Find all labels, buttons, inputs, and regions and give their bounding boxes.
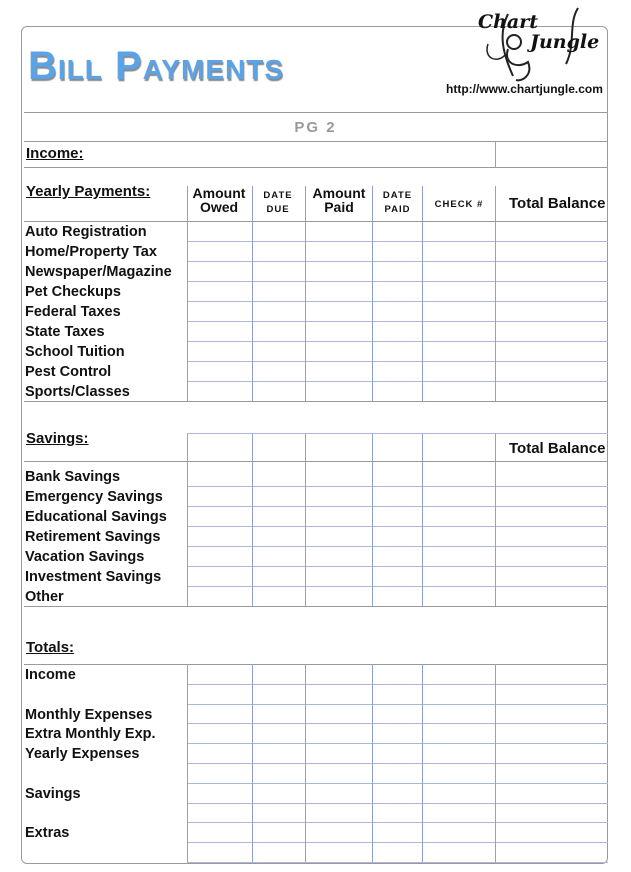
yearly-cell[interactable]	[423, 322, 494, 340]
yearly-cell[interactable]	[423, 382, 494, 400]
yearly-cell[interactable]	[253, 342, 304, 360]
savings-cell[interactable]	[423, 507, 494, 525]
yearly-cell[interactable]	[253, 382, 304, 400]
totals-row-label: Extra Monthly Exp.	[25, 726, 156, 743]
savings-cell[interactable]	[373, 527, 421, 545]
savings-cell[interactable]	[423, 527, 494, 545]
savings-cell[interactable]	[253, 567, 304, 585]
totals-cell[interactable]	[188, 784, 251, 802]
savings-cell[interactable]	[306, 547, 371, 565]
savings-cell[interactable]	[188, 487, 251, 505]
totals-cell[interactable]	[496, 804, 607, 822]
totals-cell[interactable]	[253, 724, 304, 742]
yearly-cell[interactable]	[188, 362, 251, 380]
totals-cell[interactable]	[373, 724, 421, 742]
yearly-row-label: Auto Registration	[25, 224, 147, 240]
savings-cell[interactable]	[373, 487, 421, 505]
grid-line	[495, 434, 496, 606]
savings-cell[interactable]	[423, 487, 494, 505]
savings-cell[interactable]	[188, 507, 251, 525]
grid-line	[187, 433, 608, 434]
yearly-cell[interactable]	[253, 322, 304, 340]
totals-section-label: Totals:	[26, 639, 75, 656]
savings-cell[interactable]	[496, 527, 607, 545]
yearly-cell[interactable]	[253, 362, 304, 380]
yearly-cell[interactable]	[306, 222, 371, 240]
savings-cell[interactable]	[373, 467, 421, 485]
divider	[24, 167, 608, 168]
totals-cell[interactable]	[496, 823, 607, 841]
savings-cell[interactable]	[373, 587, 421, 605]
savings-cell[interactable]	[306, 487, 371, 505]
totals-cell[interactable]	[188, 685, 251, 703]
totals-cell[interactable]	[423, 784, 494, 802]
yearly-row-label: Pet Checkups	[25, 284, 121, 300]
totals-cell[interactable]	[423, 804, 494, 822]
totals-cell[interactable]	[188, 744, 251, 762]
yearly-cell[interactable]	[373, 262, 421, 280]
totals-cell[interactable]	[188, 665, 251, 683]
totals-cell[interactable]	[253, 705, 304, 723]
grid-line	[187, 664, 188, 862]
yearly-cell[interactable]	[373, 382, 421, 400]
yearly-cell[interactable]	[423, 342, 494, 360]
divider	[24, 221, 608, 222]
savings-row-label: Investment Savings	[25, 569, 162, 585]
totals-cell[interactable]	[496, 724, 607, 742]
savings-cell[interactable]	[306, 467, 371, 485]
totals-row-label: Yearly Expenses	[25, 746, 140, 763]
yearly-cell[interactable]	[188, 242, 251, 260]
yearly-cell[interactable]	[423, 262, 494, 280]
grid-line	[372, 434, 373, 606]
grid-line	[252, 664, 253, 862]
yearly-row-label: School Tuition	[25, 344, 125, 360]
totals-cell[interactable]	[253, 784, 304, 802]
totals-cell[interactable]	[496, 764, 607, 782]
savings-cell[interactable]	[496, 487, 607, 505]
savings-cell[interactable]	[373, 547, 421, 565]
grid-line	[422, 186, 423, 401]
savings-cell[interactable]	[306, 507, 371, 525]
yearly-cell[interactable]	[423, 362, 494, 380]
totals-cell[interactable]	[306, 804, 371, 822]
yearly-cell[interactable]	[423, 222, 494, 240]
yearly-row-label: Home/Property Tax	[25, 244, 157, 260]
savings-row-label: Other	[25, 589, 64, 605]
divider	[24, 606, 608, 607]
yearly-cell[interactable]	[253, 302, 304, 320]
totals-cell[interactable]	[253, 685, 304, 703]
yearly-cell[interactable]	[306, 362, 371, 380]
yearly-cell[interactable]	[373, 362, 421, 380]
yearly-cell[interactable]	[496, 362, 607, 380]
totals-cell[interactable]	[188, 804, 251, 822]
savings-cell[interactable]	[188, 547, 251, 565]
totals-cell[interactable]	[253, 843, 304, 861]
savings-cell[interactable]	[423, 467, 494, 485]
savings-cell[interactable]	[306, 567, 371, 585]
yearly-cell[interactable]	[373, 302, 421, 320]
yearly-cell[interactable]	[253, 222, 304, 240]
yearly-cell[interactable]	[373, 342, 421, 360]
totals-cell[interactable]	[306, 744, 371, 762]
savings-row-label: Bank Savings	[25, 469, 121, 485]
totals-cell[interactable]	[253, 823, 304, 841]
totals-cell[interactable]	[373, 804, 421, 822]
totals-cell[interactable]	[306, 764, 371, 782]
grid-line	[305, 434, 306, 606]
grid-line	[422, 434, 423, 606]
totals-cell[interactable]	[373, 665, 421, 683]
savings-cell[interactable]	[306, 527, 371, 545]
col-date-due: DATE DUE	[263, 190, 293, 215]
grid-line	[495, 186, 496, 401]
yearly-cell[interactable]	[496, 222, 607, 240]
yearly-cell[interactable]	[423, 302, 494, 320]
totals-cell[interactable]	[306, 685, 371, 703]
savings-cell[interactable]	[496, 547, 607, 565]
savings-cell[interactable]	[496, 567, 607, 585]
yearly-cell[interactable]	[188, 382, 251, 400]
totals-cell[interactable]	[306, 843, 371, 861]
totals-cell[interactable]	[373, 823, 421, 841]
yearly-section-label: Yearly Payments:	[26, 183, 151, 200]
divider	[24, 401, 608, 402]
savings-cell[interactable]	[253, 507, 304, 525]
page-number: PG 2	[294, 119, 337, 136]
savings-cell[interactable]	[423, 587, 494, 605]
yearly-cell[interactable]	[496, 242, 607, 260]
totals-cell[interactable]	[188, 823, 251, 841]
col-total-balance: Total Balance	[509, 195, 606, 212]
savings-cell[interactable]	[423, 567, 494, 585]
savings-cell[interactable]	[188, 467, 251, 485]
yearly-cell[interactable]	[496, 302, 607, 320]
totals-cell[interactable]	[423, 724, 494, 742]
chartjungle-logo	[468, 4, 608, 84]
totals-row-label: Savings	[25, 785, 81, 802]
grid-line	[495, 664, 496, 862]
totals-cell[interactable]	[373, 685, 421, 703]
savings-cell[interactable]	[496, 467, 607, 485]
yearly-cell[interactable]	[496, 342, 607, 360]
totals-cell[interactable]	[373, 784, 421, 802]
yearly-cell[interactable]	[496, 382, 607, 400]
savings-cell[interactable]	[253, 487, 304, 505]
totals-cell[interactable]	[423, 685, 494, 703]
totals-cell[interactable]	[188, 764, 251, 782]
totals-cell[interactable]	[373, 744, 421, 762]
yearly-cell[interactable]	[496, 282, 607, 300]
yearly-cell[interactable]	[306, 282, 371, 300]
totals-cell[interactable]	[253, 744, 304, 762]
yearly-cell[interactable]	[253, 282, 304, 300]
totals-cell[interactable]	[306, 724, 371, 742]
yearly-cell[interactable]	[188, 262, 251, 280]
yearly-cell[interactable]	[373, 222, 421, 240]
totals-cell[interactable]	[373, 764, 421, 782]
yearly-cell[interactable]	[306, 242, 371, 260]
yearly-cell[interactable]	[188, 282, 251, 300]
yearly-cell[interactable]	[373, 242, 421, 260]
totals-cell[interactable]	[253, 804, 304, 822]
yearly-cell[interactable]	[306, 302, 371, 320]
totals-cell[interactable]	[496, 843, 607, 861]
yearly-cell[interactable]	[306, 382, 371, 400]
savings-row-label: Educational Savings	[25, 509, 167, 525]
yearly-cell[interactable]	[188, 222, 251, 240]
totals-cell[interactable]	[496, 744, 607, 762]
grid-line	[187, 862, 608, 863]
totals-cell[interactable]	[188, 843, 251, 861]
savings-cell[interactable]	[188, 587, 251, 605]
totals-row-label: Extras	[25, 825, 70, 842]
savings-cell[interactable]	[253, 587, 304, 605]
col-date-paid: DATE PAID	[382, 190, 413, 215]
yearly-row-label: Newspaper/Magazine	[25, 264, 172, 280]
yearly-cell[interactable]	[188, 342, 251, 360]
yearly-cell[interactable]	[253, 262, 304, 280]
savings-cell[interactable]	[496, 507, 607, 525]
savings-row-label: Retirement Savings	[25, 529, 161, 545]
totals-cell[interactable]	[496, 784, 607, 802]
yearly-cell[interactable]	[188, 302, 251, 320]
savings-cell[interactable]	[373, 507, 421, 525]
savings-cell[interactable]	[188, 567, 251, 585]
yearly-cell[interactable]	[423, 282, 494, 300]
savings-cell[interactable]	[253, 547, 304, 565]
grid-line	[187, 434, 188, 606]
yearly-row-label: State Taxes	[25, 324, 105, 340]
savings-cell[interactable]	[423, 547, 494, 565]
totals-cell[interactable]	[188, 705, 251, 723]
totals-cell[interactable]	[423, 843, 494, 861]
savings-section-label: Savings:	[26, 430, 89, 447]
totals-cell[interactable]	[253, 764, 304, 782]
totals-cell[interactable]	[253, 665, 304, 683]
col-amount-paid: Amount Paid	[312, 185, 366, 215]
grid-line	[305, 186, 306, 401]
divider	[24, 112, 608, 113]
yearly-row-label: Federal Taxes	[25, 304, 121, 320]
totals-cell[interactable]	[423, 764, 494, 782]
savings-cell[interactable]	[496, 587, 607, 605]
grid-line	[252, 434, 253, 606]
grid-line	[372, 664, 373, 862]
svg-text:Jungle: Jungle	[530, 31, 600, 53]
savings-cell[interactable]	[253, 527, 304, 545]
yearly-cell[interactable]	[496, 262, 607, 280]
col-amount-owed: Amount Owed	[192, 185, 246, 215]
savings-cell[interactable]	[306, 587, 371, 605]
yearly-cell[interactable]	[373, 322, 421, 340]
totals-cell[interactable]	[423, 823, 494, 841]
yearly-cell[interactable]	[496, 322, 607, 340]
totals-cell[interactable]	[306, 705, 371, 723]
totals-cell[interactable]	[496, 685, 607, 703]
yearly-row-label: Sports/Classes	[25, 384, 130, 400]
site-url[interactable]: http://www.chartjungle.com	[446, 82, 603, 96]
yearly-cell[interactable]	[306, 322, 371, 340]
savings-row-label: Emergency Savings	[25, 489, 163, 505]
totals-cell[interactable]	[496, 665, 607, 683]
totals-cell[interactable]	[306, 784, 371, 802]
totals-cell[interactable]	[423, 744, 494, 762]
page-title: Bill Payments	[28, 44, 284, 88]
yearly-cell[interactable]	[373, 282, 421, 300]
yearly-cell[interactable]	[188, 322, 251, 340]
totals-row-label: Monthly Expenses	[25, 706, 153, 723]
grid-line	[372, 186, 373, 401]
col-check-number: CHECK #	[434, 199, 484, 210]
divider	[24, 461, 608, 462]
savings-cell[interactable]	[253, 467, 304, 485]
totals-cell[interactable]	[496, 705, 607, 723]
grid-line	[495, 141, 496, 167]
yearly-cell[interactable]	[306, 262, 371, 280]
yearly-row-label: Pest Control	[25, 364, 112, 380]
totals-cell[interactable]	[188, 724, 251, 742]
yearly-cell[interactable]	[423, 242, 494, 260]
grid-line	[305, 664, 306, 862]
grid-line	[187, 186, 188, 401]
savings-total-balance-label: Total Balance	[509, 440, 606, 457]
grid-line	[252, 186, 253, 401]
divider	[24, 141, 608, 142]
totals-cell[interactable]	[373, 705, 421, 723]
yearly-cell[interactable]	[306, 342, 371, 360]
income-section-label: Income:	[26, 145, 84, 162]
savings-cell[interactable]	[373, 567, 421, 585]
totals-cell[interactable]	[423, 705, 494, 723]
svg-text:Chart: Chart	[478, 11, 539, 33]
savings-row-label: Vacation Savings	[25, 549, 145, 565]
totals-cell[interactable]	[306, 665, 371, 683]
totals-row-label: Income	[25, 667, 76, 683]
totals-cell[interactable]	[306, 823, 371, 841]
grid-line	[422, 664, 423, 862]
savings-cell[interactable]	[188, 527, 251, 545]
totals-cell[interactable]	[373, 843, 421, 861]
yearly-cell[interactable]	[253, 242, 304, 260]
totals-cell[interactable]	[423, 665, 494, 683]
